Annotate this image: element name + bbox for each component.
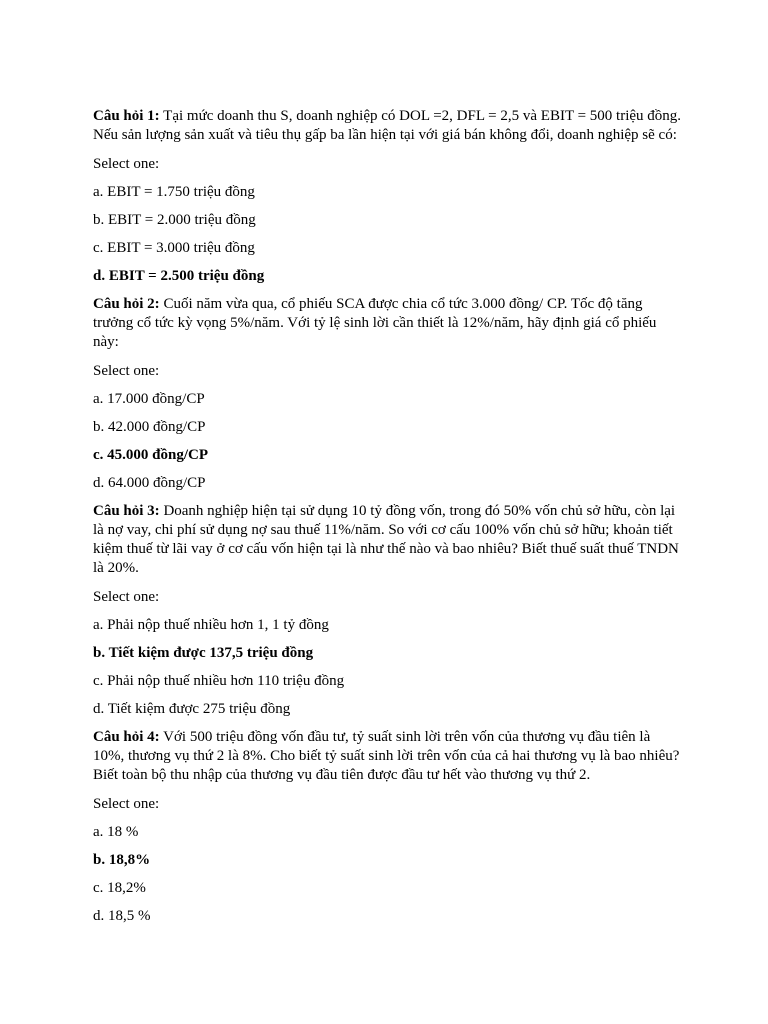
question-3-option-c: c. Phải nộp thuế nhiều hơn 110 triệu đồng xyxy=(93,673,345,689)
question-4-label: Câu hỏi 4: xyxy=(93,729,160,745)
question-1-option-c: c. EBIT = 3.000 triệu đồng xyxy=(93,240,255,256)
question-2-label: Câu hỏi 2: xyxy=(93,296,160,312)
question-4-option-a: a. 18 % xyxy=(93,824,139,840)
question-3-option-a: a. Phải nộp thuế nhiều hơn 1, 1 tỷ đồng xyxy=(93,617,329,633)
question-block-3 xyxy=(93,502,683,719)
question-block-1 xyxy=(93,107,683,286)
question-1-option-d: d. EBIT = 2.500 triệu đồng xyxy=(93,268,265,284)
document-page xyxy=(93,107,683,935)
question-2-option-b: b. 42.000 đồng/CP xyxy=(93,419,206,435)
question-4-option-d: d. 18,5 % xyxy=(93,908,151,924)
question-2-body: Cuối năm vừa qua, cổ phiếu SCA được chia cổ tức 3.000 đồng/ CP. Tốc độ tăng trưởng cổ tức kỳ vọng 5%/năm. Với tỷ lệ sinh lời cần thiết là 12%/năm, hãy định giá cổ phiếu này: xyxy=(93,296,657,350)
question-4-option-c: c. 18,2% xyxy=(93,880,146,896)
question-1-text xyxy=(93,107,683,145)
question-2-option-a: a. 17.000 đồng/CP xyxy=(93,391,205,407)
question-3-select-one: Select one: xyxy=(93,589,160,605)
question-block-4 xyxy=(93,728,683,926)
question-3-text xyxy=(93,502,683,578)
question-block-2 xyxy=(93,295,683,493)
question-1-select-one: Select one: xyxy=(93,156,160,172)
question-3-body: Doanh nghiệp hiện tại sử dụng 10 tỷ đồng vốn, trong đó 50% vốn chủ sở hữu, còn lại là nợ vay, chi phí sử dụng nợ sau thuế 11%/năm. So với cơ cấu 100% vốn chủ sở hữu; khoản tiết kiệm thuế từ lãi vay ở cơ cấu vốn hiện tại là như thế nào và bao nhiêu? Biết thuế suất thuế TNDN là 20%. xyxy=(93,503,679,576)
question-1-label: Câu hỏi 1: xyxy=(93,108,160,124)
question-4-body: Với 500 triệu đồng vốn đầu tư, tỷ suất sinh lời trên vốn của thương vụ đầu tiên là 10%, thương vụ thứ 2 là 8%. Cho biết tỷ suất sinh lời trên vốn của cả hai thương vụ là bao nhiêu? Biết toàn bộ thu nhập của thương vụ đầu tiên được đầu tư hết vào thương vụ thứ 2. xyxy=(93,729,680,783)
question-2-text xyxy=(93,295,683,352)
question-4-select-one: Select one: xyxy=(93,796,160,812)
question-3-label: Câu hỏi 3: xyxy=(93,503,160,519)
question-4-text xyxy=(93,728,683,785)
question-1-option-a: a. EBIT = 1.750 triệu đồng xyxy=(93,184,255,200)
question-1-option-b: b. EBIT = 2.000 triệu đồng xyxy=(93,212,256,228)
question-3-option-b: b. Tiết kiệm được 137,5 triệu đồng xyxy=(93,645,314,661)
question-3-option-d: d. Tiết kiệm được 275 triệu đồng xyxy=(93,701,291,717)
question-2-select-one: Select one: xyxy=(93,363,160,379)
question-2-option-c: c. 45.000 đồng/CP xyxy=(93,447,209,463)
question-2-option-d: d. 64.000 đồng/CP xyxy=(93,475,206,491)
question-4-option-b: b. 18,8% xyxy=(93,852,151,868)
question-1-body: Tại mức doanh thu S, doanh nghiệp có DOL =2, DFL = 2,5 và EBIT = 500 triệu đồng. Nếu sản lượng sản xuất và tiêu thụ gấp ba lần hiện tại với giá bán không đổi, doanh nghiệp sẽ có: xyxy=(93,108,682,143)
